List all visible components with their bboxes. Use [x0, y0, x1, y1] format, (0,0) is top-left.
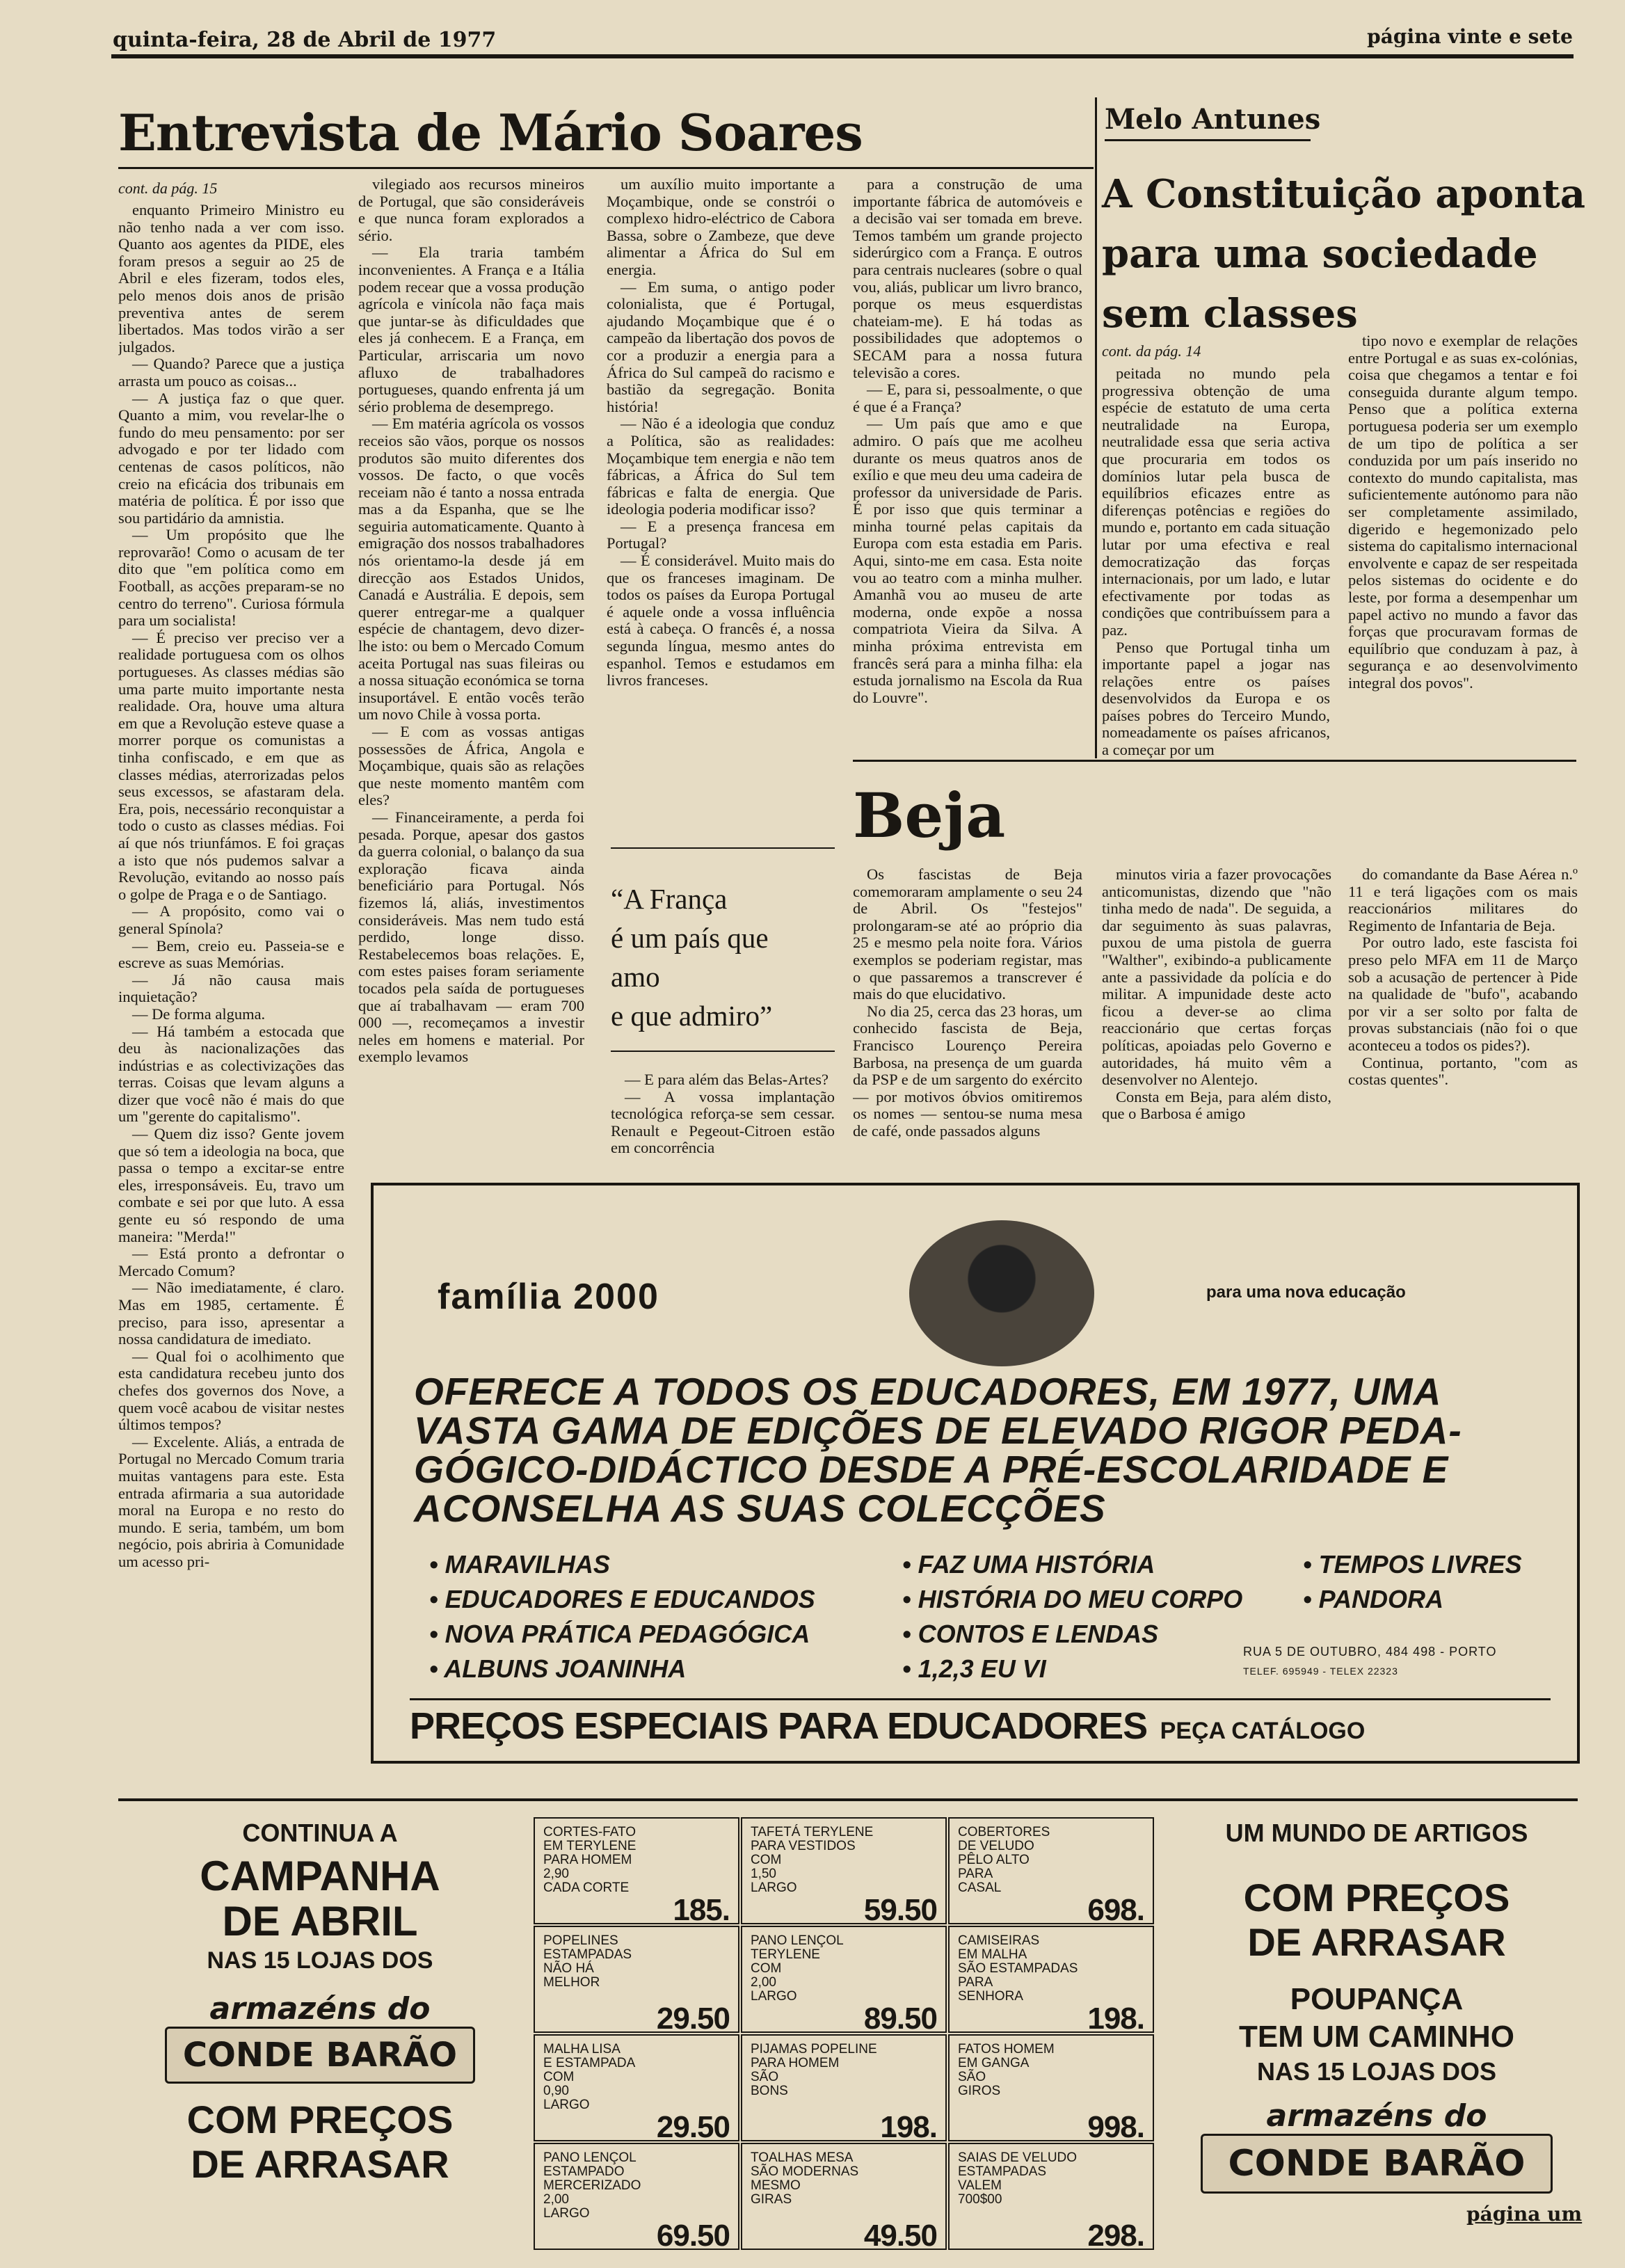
price-item [948, 2034, 1154, 2144]
conde-barao-left-ad [118, 1809, 522, 2226]
soares-column-4 [853, 176, 1082, 767]
beja-column-3 [1348, 866, 1578, 1172]
soares-pull-quote [611, 879, 840, 1035]
article-paragraph: um auxílio muito importante a Moçambique, onde se constrói o complexo hidro-eléctrico de Cabora Bassa, sobre o Zambeze, que deve alimentar a África do Sul em energia. [607, 176, 835, 278]
article-paragraph: — Financeiramente, a perda foi pesada. Porque, apesar dos gastos da guerra colonial, o balanço da sua exploração ficava ainda beneficiário para Portugal. Nós fizemos lá, aliás, investimentos consideráveis. Mas nem tudo está perdido, longe disso. Restabelecemos boas relações. E, com estes paises foram seriamente tocados pela saída de portugueses que aí trabalhavam — eram 700 000 —, recomeçamos a investir neles em homens e material. Por exemplo levamos [358, 808, 584, 1066]
article-paragraph: — Não imediatamente, é claro. Mas em 1985, certamente. É preciso, para isso, apresentar a nossa candidatura de imediato. [118, 1279, 344, 1348]
article-paragraph: — É preciso ver preciso ver a realidade portuguesa com os olhos portugueses. As classes médias são uma parte muito importante nesta realidade. Ora, houve uma altura em que a Revolução esteve quase a morrer porque os comunistas a tinha confiscado, e em que as classes médias, aterrorizadas pelos seus excessos, se afastaram dela. Era, pois, necessário reconquistar a todo o custo as classes médias. Foi aí que nós triunfámos. E foi graças a isto que nós pudemos salvar a Revolução, evitando ao nosso país o golpe de Praga e o de Santiago. [118, 628, 344, 903]
price-item [534, 1926, 739, 2036]
article-paragraph: — Um propósito que lhe reprovarão! Como o acusam de ter dito que "em política como em Football, as acções preparam-se no centro do terreno". Curiosa fórmula para um socialista! [118, 526, 344, 630]
familia-2000-footer [410, 1704, 1365, 1748]
familia-2000-phone: TELEF. 695949 - TELEX 22323 [1243, 1666, 1398, 1677]
price-item [948, 2143, 1154, 2253]
price-item [741, 2034, 947, 2144]
quote-line: e que admiro” [611, 1000, 773, 1032]
beja-column-1 [853, 866, 1082, 1172]
collection-item: • HISTÓRIA DO MEU CORPO [902, 1585, 1243, 1613]
article-paragraph: — Qual foi o acolhimento que esta candidatura recebeu junto dos chefes dos governos dos Nove, a quem você acabou de visitar nestes últimos tempos? [118, 1347, 344, 1434]
article-paragraph: Continua, portanto, "com as costas quentes". [1348, 1053, 1578, 1089]
quote-bottom-rule [611, 1051, 835, 1052]
collection-item: • PANDORA [1303, 1585, 1443, 1613]
price-item-price: 49.50 [863, 2219, 937, 2253]
campaign-line: CONTINUA A [242, 1819, 398, 1847]
antunes-cont: cont. da pág. 14 [1102, 342, 1201, 360]
soares-column-3b [611, 1071, 835, 1172]
header-date: quinta-feira, 28 de Abril de 1977 [113, 28, 497, 52]
armazens-label: armazéns do [1266, 2098, 1487, 2134]
soares-column-2 [358, 176, 584, 1172]
quote-line: amo [611, 961, 660, 993]
soares-column-1 [118, 202, 344, 1788]
article-paragraph: — Quem diz isso? Gente jovem que só tem a ideologia na boca, que passa o tempo a excitar-se entre eles, irresponsáveis. Eu, travo um combate e sei por que luto. A essa gente eu só respondo de uma maneira: "Merda!" [118, 1125, 344, 1245]
familia-2000-brand: família 2000 [438, 1277, 659, 1317]
article-paragraph: — Em matéria agrícola os vossos receios são vãos, porque os nossos produtos são muito diferentes dos vossos. De facto, o que vocês receiam não é tanto a nossa entrada mas a da Espanha, que se lhe seguiria automaticamente. Quanto à emigração dos nossos trabalhadores nós orientamo-la desde já em direcção aos Estados Unidos, Canadá e Austrália. E depois, sem querer entregar-me a qualquer espécie de chantagem, devo dizer-lhe isto: ou bem o Mercado Comum aceita Portugal nas suas fileiras ou a nossa situação económica se torna insuportável. E então vocês terão um novo Chile à vossa porta. [358, 415, 584, 724]
article-paragraph: Por outro lado, este fascista foi preso pelo MFA em 11 de Março sob a acusação de pertencer à Pide na qualidade de "bufo", acabando por vir a ser solto por falta de provas substanciais (não foi o que aconteceu a todos os pides?). [1348, 934, 1578, 1054]
beja-top-rule [853, 760, 1576, 762]
article-paragraph: — Excelente. Aliás, a entrada de Portugal no Mercado Comum traria muitas vantagens para este. Esta entrada afirmaria a sua autoridade moral na Europa e no resto do mundo. E seria, também, um bom negócio, pois abriria à Comunidade um acesso pri- [118, 1432, 344, 1570]
beja-title: Beja [853, 779, 1006, 852]
special-prices-text: PREÇOS ESPECIAIS PARA EDUCADORES [410, 1705, 1148, 1747]
article-paragraph: — Um país que amo e que admiro. O país que me acolheu durante os meus quatros anos de exílio e que meu deu uma cadeira de professor da universidade de Paris. É por isso que quis terminar a minha tourné pelas capitais da Europa com esta estadia em Paris. Aqui, sinto-me em casa. Esta noite vou ao teatro com a minha mulher. Amanhã vou ao museu de arte moderna, onde expõe a nossa compatriota Vieira da Silva. A minha próxima entrevista em francês será para a minha filha: ela estuda jornalismo na Escola da Rua do Louvre". [853, 415, 1082, 706]
price-item-label: PANO LENÇOL ESTAMPADO MERCERIZADO 2,00 LARGO [543, 2150, 641, 2221]
familia-2000-ad [371, 1183, 1580, 1764]
price-item-price: 198. [880, 2110, 937, 2144]
price-item-price: 198. [1087, 2002, 1144, 2036]
article-paragraph: — E a presença francesa em Portugal? [607, 517, 835, 552]
soares-cont: cont. da pág. 15 [118, 179, 218, 197]
antunes-kicker: Melo Antunes [1105, 103, 1321, 136]
antunes-divider [1095, 97, 1097, 758]
antunes-title-line: A Constituição aponta [1102, 171, 1585, 217]
headline-line: ACONSELHA AS SUAS COLECÇÕES [414, 1487, 1106, 1530]
article-paragraph: — De forma alguma. [132, 1005, 266, 1023]
article-paragraph: do comandante da Base Aérea n.º 11 e terá ligações com os mais reaccionários militares do Regimento de Infantaria de Beja. [1348, 866, 1578, 934]
price-item-label: SAIAS DE VELUDO ESTAMPADAS VALEM 700$00 [958, 2150, 1078, 2207]
article-paragraph: Penso que Portugal tinha um importante papel a jogar nas relações entre os países desenvolvidos da Europa e os países pobres do Terceiro Mundo, nomeadamente os países africanos, a começar por um [1102, 638, 1330, 758]
article-paragraph: — Quando? Parece que a justiça arrasta um pouco as coisas... [118, 355, 344, 390]
price-item-price: 59.50 [863, 1893, 937, 1927]
price-item-label: CAMISEIRAS EM MALHA SÃO ESTAMPADAS PARA SENHORA [958, 1933, 1078, 2004]
collection-item: • 1,2,3 EU VI [902, 1654, 1046, 1683]
collection-item: • CONTOS E LENDAS [902, 1620, 1158, 1648]
headline-line: OFERECE A TODOS OS EDUCADORES, EM 1977, UMA [414, 1370, 1442, 1413]
article-paragraph: — É considerável. Muito mais do que os franceses imaginam. De todos os países da Europa Portugal é aquele onde a vossa influência está à cabeça. O francês é, a nossa segunda língua, mesmo antes do espanhol. Temos e estudamos em livros franceses. [607, 552, 835, 689]
article-paragraph: — A propósito, como vai o general Spínola? [118, 902, 344, 937]
price-item-price: 89.50 [863, 2002, 937, 2036]
article-paragraph: — Há também a estocada que deu às nacionalizações das indústrias e as colectivizações das terras. Coisas que levam alguns a dizer que você não é mais do que um "gerente do capitalismo". [118, 1022, 344, 1126]
article-paragraph: vilegiado aos recursos mineiros de Portugal, que são consideráveis e que nunca foram explorados a sério. [358, 176, 584, 244]
price-item-label: TAFETÁ TERYLENE PARA VESTIDOS COM 1,50 LARGO [751, 1825, 874, 1895]
price-item-price: 698. [1087, 1893, 1144, 1927]
headline-line: GÓGICO-DIDÁCTICO DESDE A PRÉ-ESCOLARIDADE E [414, 1448, 1449, 1491]
price-item-price: 29.50 [656, 2110, 730, 2144]
conde-barao-right-ad [1176, 1809, 1578, 2233]
campaign-line: DE ARRASAR [191, 2142, 449, 2186]
campaign-line: COM PREÇOS [186, 2098, 454, 2141]
price-item [948, 1926, 1154, 2036]
familia-2000-headline [414, 1372, 1462, 1528]
article-paragraph: — A vossa implantação tecnológica reforça-se sem cessar. Renault e Pegeout-Citroen estão em concorrência [611, 1087, 835, 1157]
price-item [948, 1817, 1154, 1927]
price-item-label: FATOS HOMEM EM GANGA SÃO GIROS [958, 2042, 1055, 2098]
antunes-title-line: sem classes [1102, 291, 1358, 337]
quote-line: é um país que [611, 922, 769, 954]
article-paragraph: No dia 25, cerca das 23 horas, um conhecido fascista de Beja, Francisco Lourenço Pereira Barbosa, na presença de um guarda da PSP e de um sargento do exército — por motivos óbvios omitiremos os nomes — sentou-se numa mesa de café, onde passados alguns [853, 1002, 1082, 1140]
price-item [534, 1817, 739, 1927]
price-grid [534, 1817, 1155, 2255]
collection-item: • EDUCADORES E EDUCANDOS [429, 1585, 815, 1613]
familia-2000-logo-icon [909, 1220, 1094, 1366]
article-paragraph: minutos viria a fazer provocações anticomunistas, dizendo que "não tinha medo de nada". De seguida, a dar seguimento às suas palavras, puxou de uma pistola de guerra "Walther", exibindo-a publicamente ante a passividade da polícia e do militar. A impunidade deste acto ficou a dever-se ao clima reaccionário que certas forças políticas, apoiadas pelo Governo e autoridades, há muito vêm a desenvolver no Alentejo. [1102, 866, 1331, 1089]
article-paragraph: — E para além das Belas-Artes? [625, 1071, 829, 1088]
article-paragraph: Os fascistas de Beja comemoraram amplamente o seu 24 de Abril. Os "festejos" prolongaram-se até ao próprio dia 25 e mesmo pela noite fora. Vários exemplos se poderiam registar, mas o que passaremos a transcrever é mais do que elucidativo. [853, 866, 1082, 1003]
price-item-label: POPELINES ESTAMPADAS NÃO HÁ MELHOR [543, 1933, 632, 1990]
quote-top-rule [611, 847, 835, 849]
price-item-label: TOALHAS MESA SÃO MODERNAS MESMO GIRAS [751, 2150, 859, 2207]
collections-list-3 [1303, 1547, 1522, 1617]
price-item-price: 29.50 [656, 2002, 730, 2036]
price-item [741, 2143, 947, 2253]
soares-title-rule [118, 167, 1094, 169]
familia-2000-footer-rule [410, 1698, 1551, 1700]
collections-list-1 [429, 1547, 815, 1686]
price-item-label: CORTES-FATO EM TERYLENE PARA HOMEM 2,90 CADA CORTE [543, 1825, 637, 1895]
campaign-line: CAMPANHA [200, 1853, 440, 1899]
antunes-title [1102, 164, 1585, 344]
price-item-price: 998. [1087, 2110, 1144, 2144]
article-paragraph: — Já não causa mais inquietação? [118, 971, 344, 1006]
antunes-column-b [1348, 333, 1578, 758]
quote-line: “A França [611, 883, 728, 915]
article-paragraph: tipo novo e exemplar de relações entre Portugal e as suas ex-colónias, coisa que chegamos a tentar e foi conseguida durante algum tempo. Penso que a política externa portuguesa poderia ser um exemplo de um tipo de política a ser conduzida por um país inserido no contexto do mundo capitalista, mas suficientemente autónomo para não ser completamente assimilado, digerido e hegemonizado pelo sistema do capitalismo internacional envolvente e capaz de ser respeitada pelos sistemas do ocidente e do leste, por forma a desempenhar um papel activo no mundo a favor das forças que procuravam formas de equilíbrio que conduzam à paz, à segurança e ao desenvolvimento integral dos povos". [1348, 333, 1578, 692]
right-ad-line: TEM UM CAMINHO [1239, 2020, 1514, 2054]
right-ad-line: POUPANÇA [1290, 1982, 1464, 2016]
collections-list-2 [902, 1547, 1242, 1686]
conde-barao-logo: CONDE BARÃO [1201, 2134, 1553, 2194]
collection-item: • ALBUNS JOANINHA [429, 1654, 687, 1683]
price-item [534, 2143, 739, 2253]
price-item [741, 1926, 947, 2036]
price-item-price: 69.50 [656, 2219, 730, 2253]
price-item [741, 1817, 947, 1927]
soares-column-3 [607, 176, 835, 830]
article-paragraph: — Bem, creio eu. Passeia-se e escreve as suas Memórias. [118, 936, 344, 972]
article-paragraph: enquanto Primeiro Ministro eu não tenho nada a ver com isso. Quanto aos agentes da PIDE, eles foram presos a seguir ao 25 de Abril e eles fizeram, todos eles, pelo menos dois anos de prisão preventiva antes de serem libertados. Mas todos virão a ser julgados. [118, 202, 344, 356]
right-ad-line: NAS 15 LOJAS DOS [1256, 2057, 1497, 2086]
soares-title: Entrevista de Mário Soares [118, 103, 863, 162]
collection-item: • MARAVILHAS [429, 1550, 610, 1579]
right-ad-line: UM MUNDO DE ARTIGOS [1225, 1819, 1528, 1847]
price-item-price: 185. [673, 1893, 730, 1927]
collection-item: • TEMPOS LIVRES [1303, 1550, 1522, 1579]
price-item [534, 2034, 739, 2144]
campaign-line: DE ABRIL [222, 1898, 418, 1944]
price-item-label: PANO LENÇOL TERYLENE COM 2,00 LARGO [751, 1933, 844, 2004]
familia-2000-tagline: para uma nova educação [1206, 1283, 1406, 1302]
right-ad-line: DE ARRASAR [1247, 1920, 1506, 1964]
campaign-line: NAS 15 LOJAS DOS [207, 1947, 433, 1974]
right-ad-line: COM PREÇOS [1243, 1876, 1510, 1919]
price-item-price: 298. [1087, 2219, 1144, 2253]
price-item-label: PIJAMAS POPELINE PARA HOMEM SÃO BONS [751, 2042, 877, 2098]
article-paragraph: Consta em Beja, para além disto, que o Barbosa é amigo [1102, 1087, 1331, 1123]
price-item-label: COBERTORES DE VELUDO PÊLO ALTO PARA CASAL [958, 1825, 1050, 1895]
headline-line: VASTA GAMA DE EDIÇÕES DE ELEVADO RIGOR PEDA- [414, 1409, 1462, 1452]
article-paragraph: — A justiça faz o que quer. Quanto a mim, vou revelar-lhe o fundo do meu pensamento: por ser advogado e por ter lidado com centenas de casos políticos, não creio na eficácia dos tribunais em matéria de política. É por isso que sou partidário da amnistia. [118, 389, 344, 527]
article-paragraph: — Não é a ideologia que conduz a Política, são as realidades: Moçambique tem energia e não tem fábricas, a África do Sul tem fábricas e falta de energia. Que ideologia poderia modificar isso? [607, 415, 835, 518]
header-rule [111, 54, 1574, 58]
familia-2000-address: RUA 5 DE OUTUBRO, 484 498 - PORTO [1243, 1645, 1497, 1659]
bottom-ads-rule [118, 1798, 1578, 1801]
article-paragraph: para a construção de uma importante fábrica de automóveis e a decisão vai ser tomada em breve. Temos também um grande projecto siderúrgico com a França. E outros para centrais nucleares (sobre o qual vou, aliás, publicar um livro branco, porque os meus esquerdistas chateiam-me). E há todas as possibilidades que adoptemos o SECAM para a nossa futura televisão a cores. [853, 176, 1082, 381]
article-paragraph: — Ela traria também inconvenientes. A França e a Itália podem recear que a vossa produção agrícola e vinícola não faça mais que juntar-se às dificuldades que eles já conhecem. E a França, em Particular, arriscaria um novo afluxo de trabalhadores portugueses, quando enfrenta já um sério problema de desemprego. [358, 243, 584, 415]
price-item-label: MALHA LISA E ESTAMPADA COM 0,90 LARGO [543, 2042, 636, 2112]
article-paragraph: — E, para si, pessoalmente, o que é que é a França? [853, 381, 1082, 415]
article-paragraph: — Em suma, o antigo poder colonialista, que é Portugal, ajudando Moçambique que é o campeão da libertação dos povos de cor a produzir a energia para a África do Sul campeã do racismo e bastião da segregação. Bonita história! [607, 278, 835, 415]
article-paragraph: — Está pronto a defrontar o Mercado Comum? [118, 1245, 344, 1279]
beja-column-2 [1102, 866, 1331, 1172]
armazens-label: armazéns do [209, 1991, 431, 2027]
catalog-request-text: PEÇA CATÁLOGO [1160, 1718, 1366, 1744]
collection-item: • FAZ UMA HISTÓRIA [902, 1550, 1155, 1579]
next-page-link[interactable]: página um [1466, 2203, 1583, 2226]
collection-item: • NOVA PRÁTICA PEDAGÓGICA [429, 1620, 810, 1648]
antunes-title-line: para uma sociedade [1102, 231, 1538, 277]
article-paragraph: peitada no mundo pela progressiva obtenção de uma espécie de estatuto de uma certa neutralidade na Europa, neutralidade essa que seria activa que procuraria em todos os domínios lutar pela busca de equilíbrios eficazes entre as diferenças potências e regiões do mundo e, portanto em cada situação lutar por uma efectiva e real democratização das forças internacionais, por um lado, e lutar efectivamente por todas as condições que contribuíssem para a paz. [1102, 365, 1330, 639]
antunes-kicker-rule [1105, 139, 1311, 141]
antunes-column-a [1102, 365, 1330, 758]
conde-barao-logo: CONDE BARÃO [165, 2027, 475, 2084]
header-page-number: página vinte e sete [1367, 25, 1573, 48]
article-paragraph: — E com as vossas antigas possessões de África, Angola e Moçambique, quais são as relações que neste momento mantêm com eles? [358, 723, 584, 809]
